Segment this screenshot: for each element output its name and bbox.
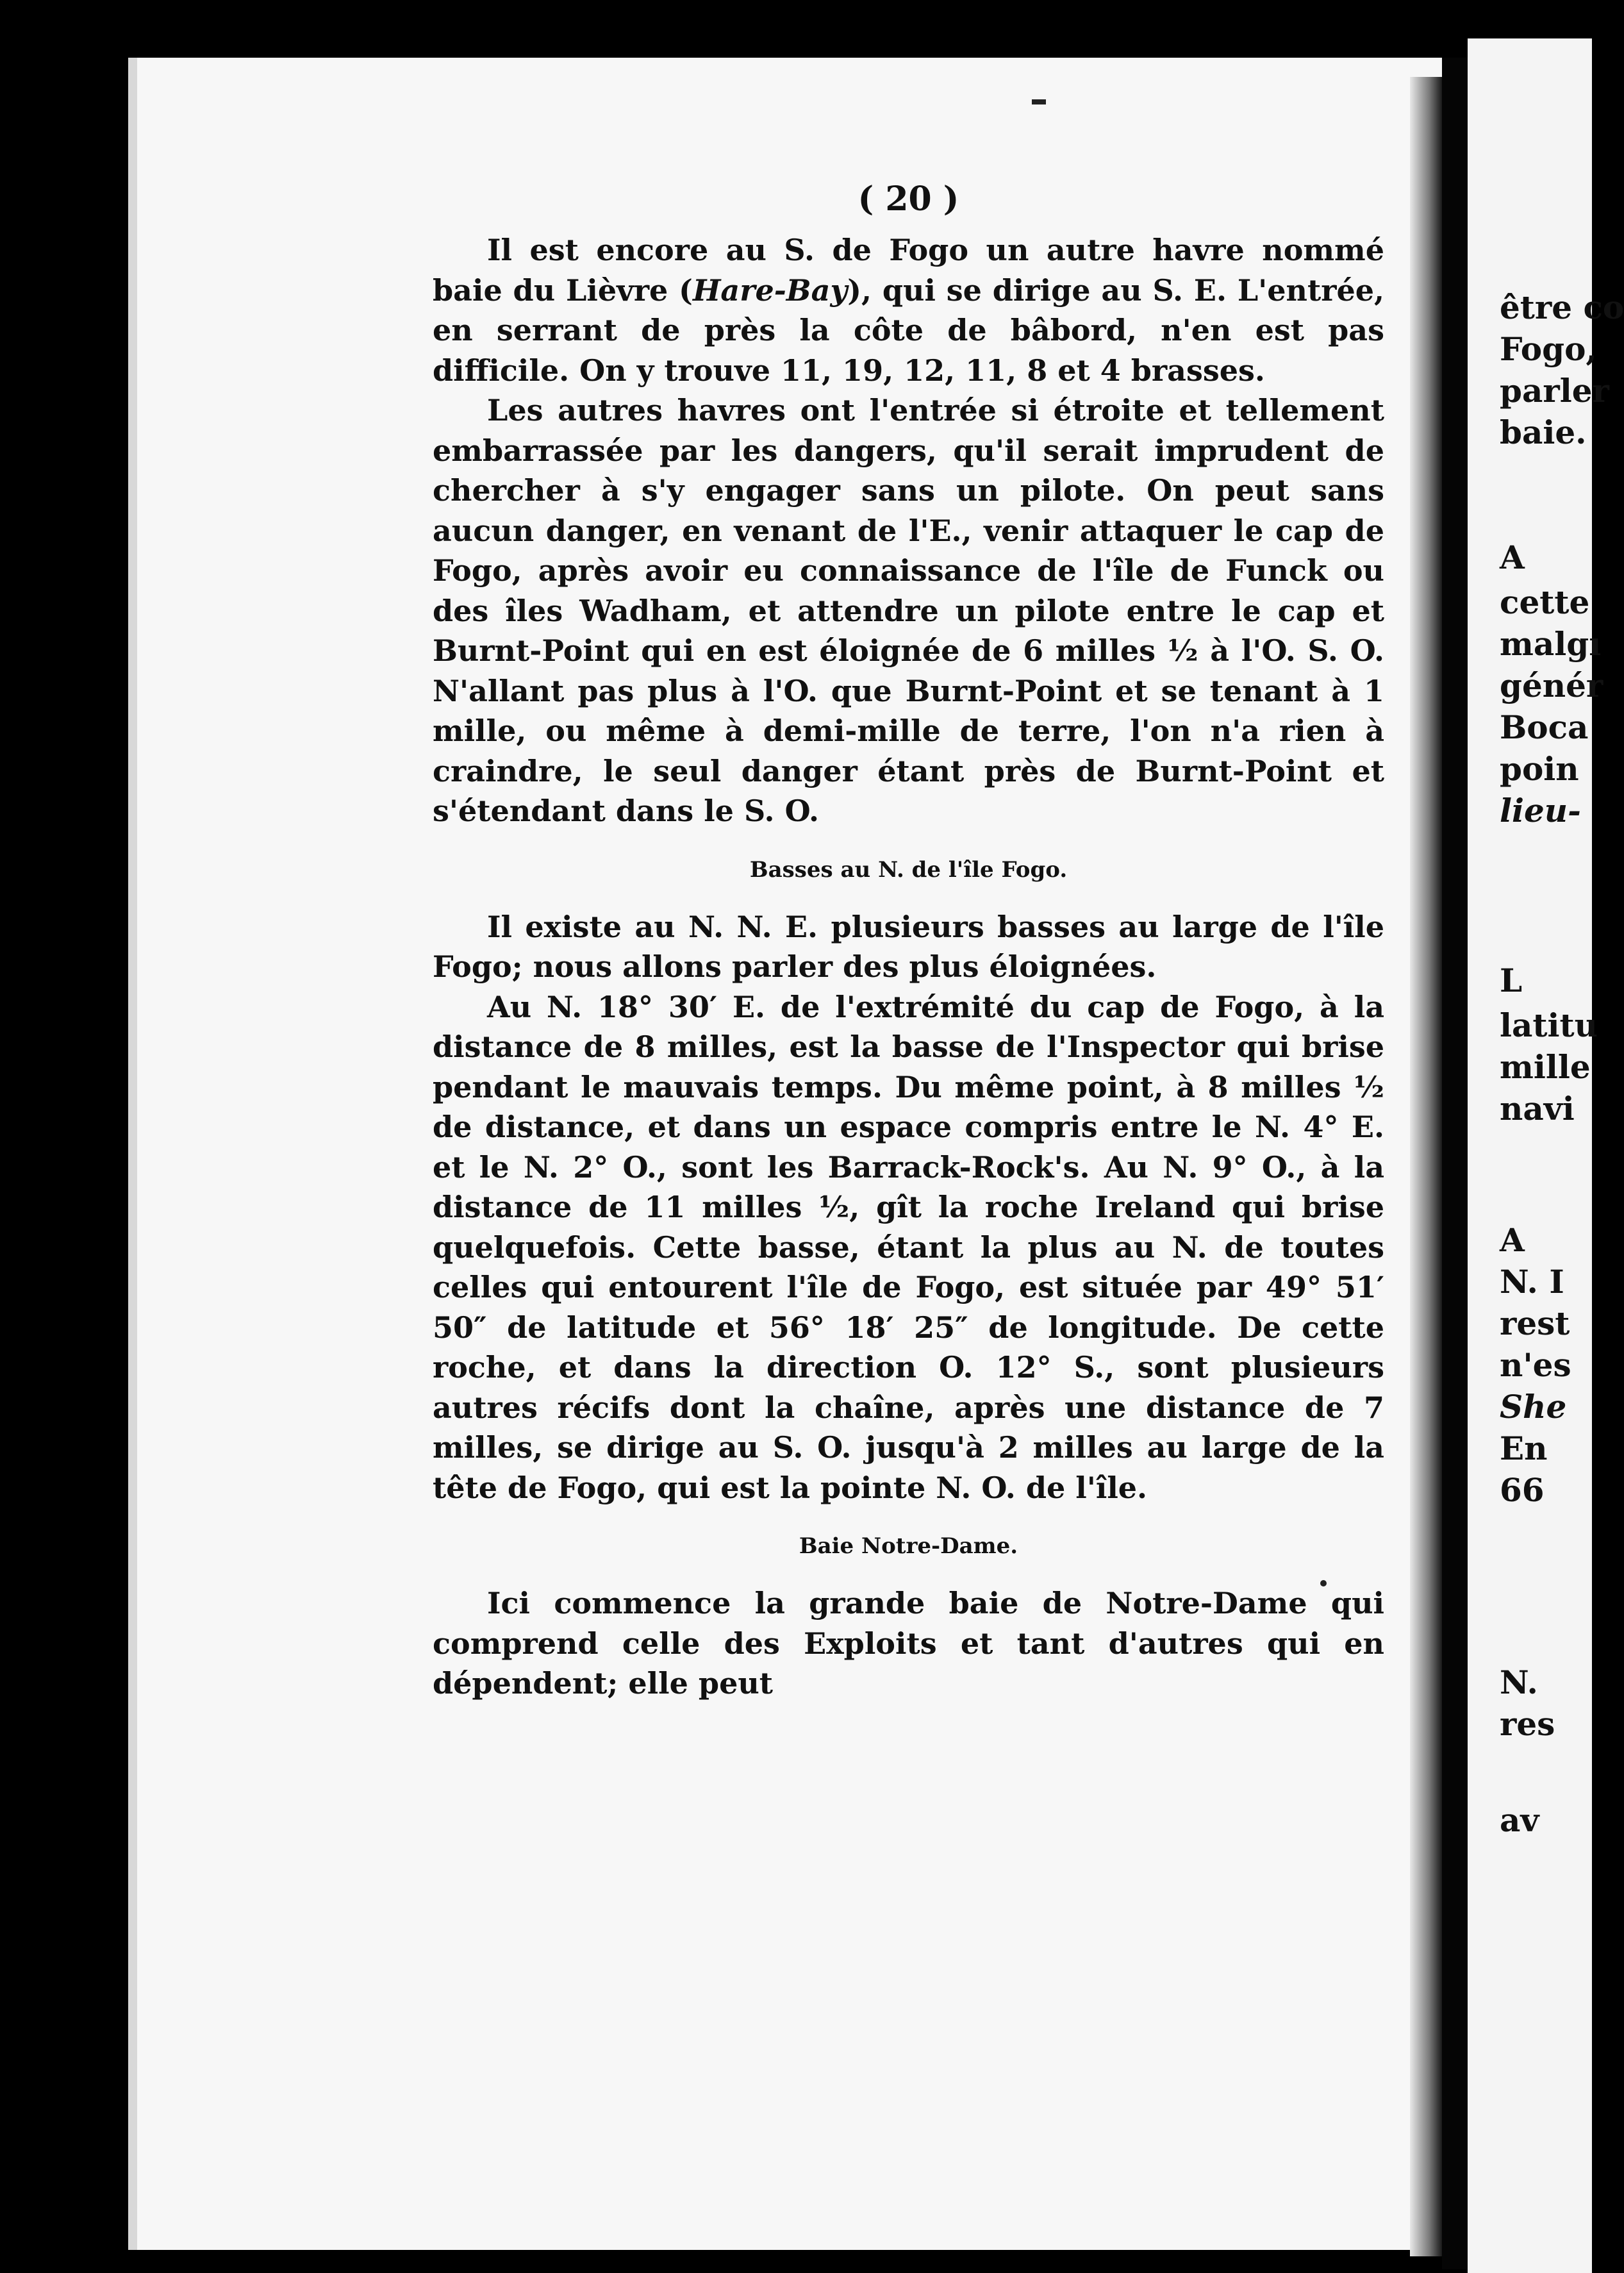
section-heading: Baie Notre-Dame. [799,1533,1018,1559]
fragment-line: lieu- [1500,792,1581,829]
fragment-line: mille [1500,1048,1591,1086]
page-text [433,179,1384,1704]
fragment-line: L [1500,962,1523,999]
section-heading: Basses au N. de l'île Fogo. [749,856,1068,883]
fragment-line: malgı [1500,625,1602,663]
italic-place-name: Hare-Bay [692,272,848,308]
fragment-line: génér [1500,667,1603,704]
fragment-line: En [1500,1429,1548,1467]
fragment-line: 66 [1500,1471,1545,1509]
fragment-line: av [1500,1801,1539,1839]
fragment-line: baie. [1500,413,1587,451]
paragraph-other-havens: Les autres havres ont l'entrée si étroite et tellement embarrassée par les dangers, qu'il serait imprudent de chercher à s'y engager sans un pilote. On peut sans aucun danger, en venant de l'E., venir attaquer le cap de Fogo, après avoir eu connaissance de l'île de Funck ou des îles Wadham, et attendre un pilote entre le cap et Burnt-Point qui en est éloignée de 6 milles ½ à l'O. S. O. N'allant pas plus à l'O. que Burnt-Point et se tenant à 1 mille, ou même à demi-mille de terre, l'on n'a rien à craindre, le seul danger étant près de Burnt-Point et s'étendant dans le S. O. [433,393,1384,828]
page-number: ( 20 ) [858,179,959,219]
fragment-line: parler [1500,372,1609,410]
facing-page-fragment [1468,38,1624,2273]
paragraph-text: ), qui se dirige au S. E. L'entrée, en serrant de près la côte de bâbord, n'en est pas difficile. On y trouve 11, 19, 12, 11, 8 et 4 brasses. [433,272,1385,388]
book-gutter [1442,58,1468,2269]
fragment-line: rest [1500,1304,1570,1342]
paragraph-shoals-detail: Au N. 18° 30′ E. de l'extrémité du cap de Fogo, à la distance de 8 milles, est la basse de l'Inspector qui brise pendant le mauvais temps. Du même point, à 8 milles ½ de distance, et dans un espace compris entre le N. 4° E. et le N. 2° O., sont les Barrack-Rock's. Au N. 9° O., à la distance de 11 milles ½, gît la roche Ireland qui brise quelquefois. Cette basse, étant la plus au N. de toutes celles qui entourent l'île de Fogo, est située par 49° 51′ 50″ de latitude et 56° 18′ 25″ de longitude. De cette roche, et dans la direction O. 12° S., sont plusieurs autres récifs dont la chaîne, après une distance de 7 milles, se dirige au S. O. jusqu'à 2 milles au large de la tête de Fogo, qui est la pointe N. O. de l'île. [433,989,1384,1505]
fragment-line: Fogo, [1500,330,1597,368]
fragment-line: A [1500,538,1525,576]
fragment-line: poin [1500,750,1579,788]
page-curl-shadow [1410,77,1442,2256]
paragraph-text: Il est encore au S. de Fogo un autre havre nommé baie du Lièvre ( [433,233,1384,308]
fragment-line: cette [1500,583,1590,621]
fragment-line: être co [1500,288,1624,326]
fragment-line: latitu [1500,1006,1598,1044]
fragment-line: res [1500,1705,1555,1743]
fragment-line: N. [1500,1663,1538,1701]
fragment-line: A [1500,1221,1525,1259]
fragment-line: Boca [1500,708,1589,746]
fragment-line: N. I [1500,1263,1564,1301]
paragraph-hare-bay [433,230,1384,390]
fragment-line: navi [1500,1090,1575,1128]
ink-smudge [1032,99,1046,104]
fragment-line: n'es [1500,1346,1571,1384]
paragraph-notre-dame: Ici commence la grande baie de Notre-Dame qui comprend celle des Exploits et tant d'autres qui en dépendent; elle peut [433,1586,1384,1701]
paragraph-shoals-intro: Il existe au N. N. E. plusieurs basses au large de l'île Fogo; nous allons parler des plus éloignées. [433,909,1384,984]
fragment-line: She [1500,1388,1567,1426]
